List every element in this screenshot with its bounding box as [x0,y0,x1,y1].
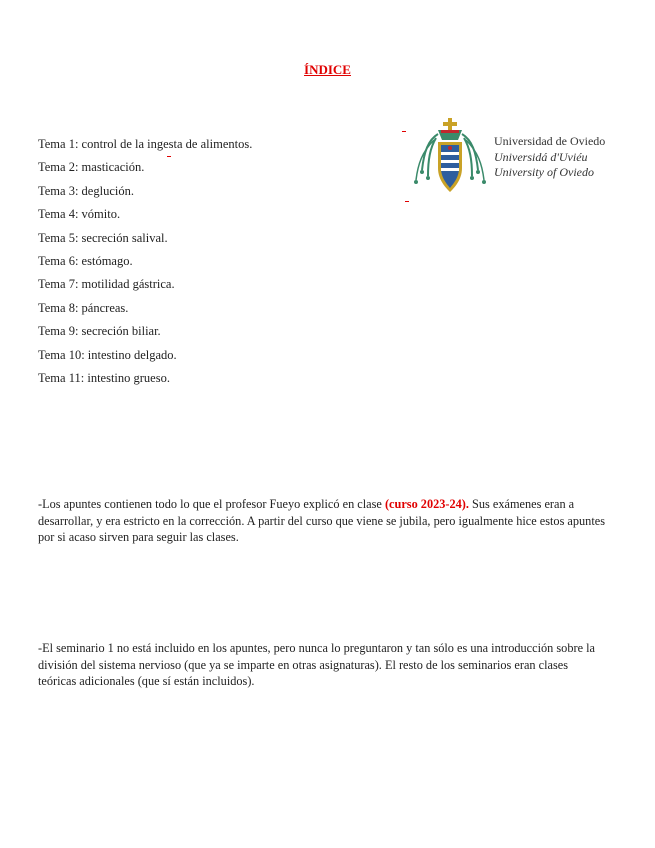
notes-paragraph [38,496,608,546]
toc-item: Tema 5: secreción salival. [38,230,168,245]
university-name-ast: Universidá d'Uviéu [494,149,588,164]
coat-of-arms-icon [414,118,486,194]
toc-item: Tema 7: motilidad gástrica. [38,277,175,292]
table-of-contents [38,133,252,390]
university-logo [400,118,610,208]
course-highlight: (curso 2023-24). [384,497,469,511]
toc-item: Tema 8: páncreas. [38,300,129,315]
document-title: ÍNDICE [304,62,351,77]
stray-mark [167,156,171,157]
university-name-es: Universidad de Oviedo [494,134,606,148]
university-name [494,134,605,181]
toc-item: Tema 1: control de la ingesta de alimentos. [38,137,253,151]
paragraph-text: Sus exámenes eran a desarrollar, y era estricto en la corrección. A partir del curso que viene se jubila, pero igualmente hice estos apuntes por si acaso sirven para seguir las clases. [38,497,605,544]
university-name-en: University of Oviedo [494,165,594,179]
toc-item: Tema 9: secreción biliar. [38,324,161,339]
paragraph-text: -Los apuntes contienen todo lo que el profesor Fueyo explicó en clase [38,497,385,511]
toc-item: Tema 4: vómito. [38,207,121,222]
toc-item: Tema 3: deglución. [38,183,134,198]
seminar-paragraph: -El seminario 1 no está incluido en los apuntes, pero nunca lo preguntaron y tan sólo es una introducción sobre la división del sistema nervioso (que ya se imparte en otras asignaturas). El resto de los seminarios eran clases teóricas adicionales (que sí están incluidos). [38,641,595,688]
toc-item: Tema 10: intestino delgado. [38,347,177,362]
toc-item: Tema 2: masticación. [38,160,145,175]
toc-item: Tema 6: estómago. [38,253,133,268]
toc-item: Tema 11: intestino grueso. [38,370,170,385]
